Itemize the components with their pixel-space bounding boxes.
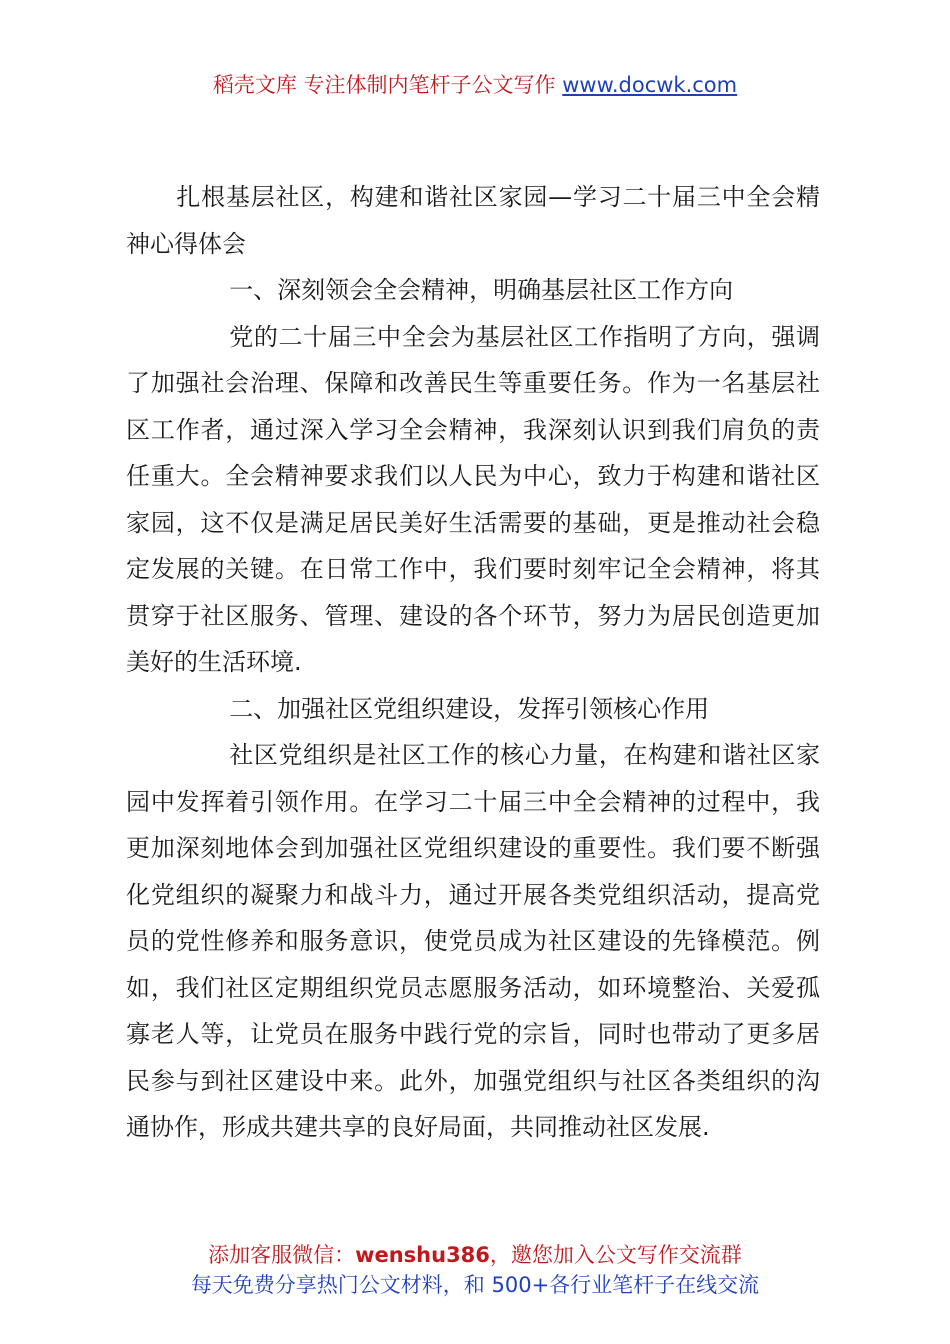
section-2-heading: 二、加强社区党组织建设，发挥引领核心作用 — [229, 694, 710, 723]
section-2-paragraph: 社区党组织是社区工作的核心力量，在构建和谐社区家园中发挥着引领作用。在学习二十届三中全会精神的过程中，我更加深刻地体会到加强社区党组织建设的重要性。我们要不断强化党组织的凝聚力和战斗力，通过开展各类党组织活动，提高党员的党性修养和服务意识，使党员成为社区建设的先锋模范。例如，我们社区定期组织党员志愿服务活动，如环境整治、关爱孤寡老人等，让党员在服务中践行党的宗旨，同时也带动了更多居民参与到社区建设中来。此外，加强党组织与社区各类组织的沟通协作，形成共建共享的良好局面，共同推动社区发展. — [126, 741, 820, 1141]
section-1-heading: 一、深刻领会全会精神，明确基层社区工作方向 — [229, 276, 734, 304]
footer-promo-line: 每天免费分享热门公文材料，和 500+各行业笔杆子在线交流 — [190, 1273, 760, 1297]
footer-contact-prefix: 添加客服微信： — [208, 1243, 356, 1267]
site-url-link[interactable]: www.docwk.com — [562, 73, 738, 97]
brand-text: 稻壳文库 专注体制内笔杆子公文写作 — [212, 73, 556, 97]
page-header — [0, 70, 950, 100]
wechat-id: wenshu386 — [355, 1243, 490, 1267]
section-1-paragraph: 党的二十届三中全会为基层社区工作指明了方向，强调了加强社会治理、保障和改善民生等重要任务。作为一名基层社区工作者，通过深入学习全会精神，我深刻认识到我们肩负的责任重大。全会精神要求我们以人民为中心，致力于构建和谐社区家园，这不仅是满足居民美好生活需要的基础，更是推动社会稳定发展的关键。在日常工作中，我们要时刻牢记全会精神，将其贯穿于社区服务、管理、建设的各个环节，努力为居民创造更加美好的生活环境. — [126, 322, 820, 676]
footer-contact-suffix: ，邀您加入公文写作交流群 — [489, 1243, 742, 1267]
document-body — [126, 174, 820, 1151]
page-footer — [0, 1240, 950, 1300]
document-title: 扎根基层社区，构建和谐社区家园—学习二十届三中全会精神心得体会 — [126, 183, 820, 258]
footer-contact-line — [0, 1240, 950, 1270]
